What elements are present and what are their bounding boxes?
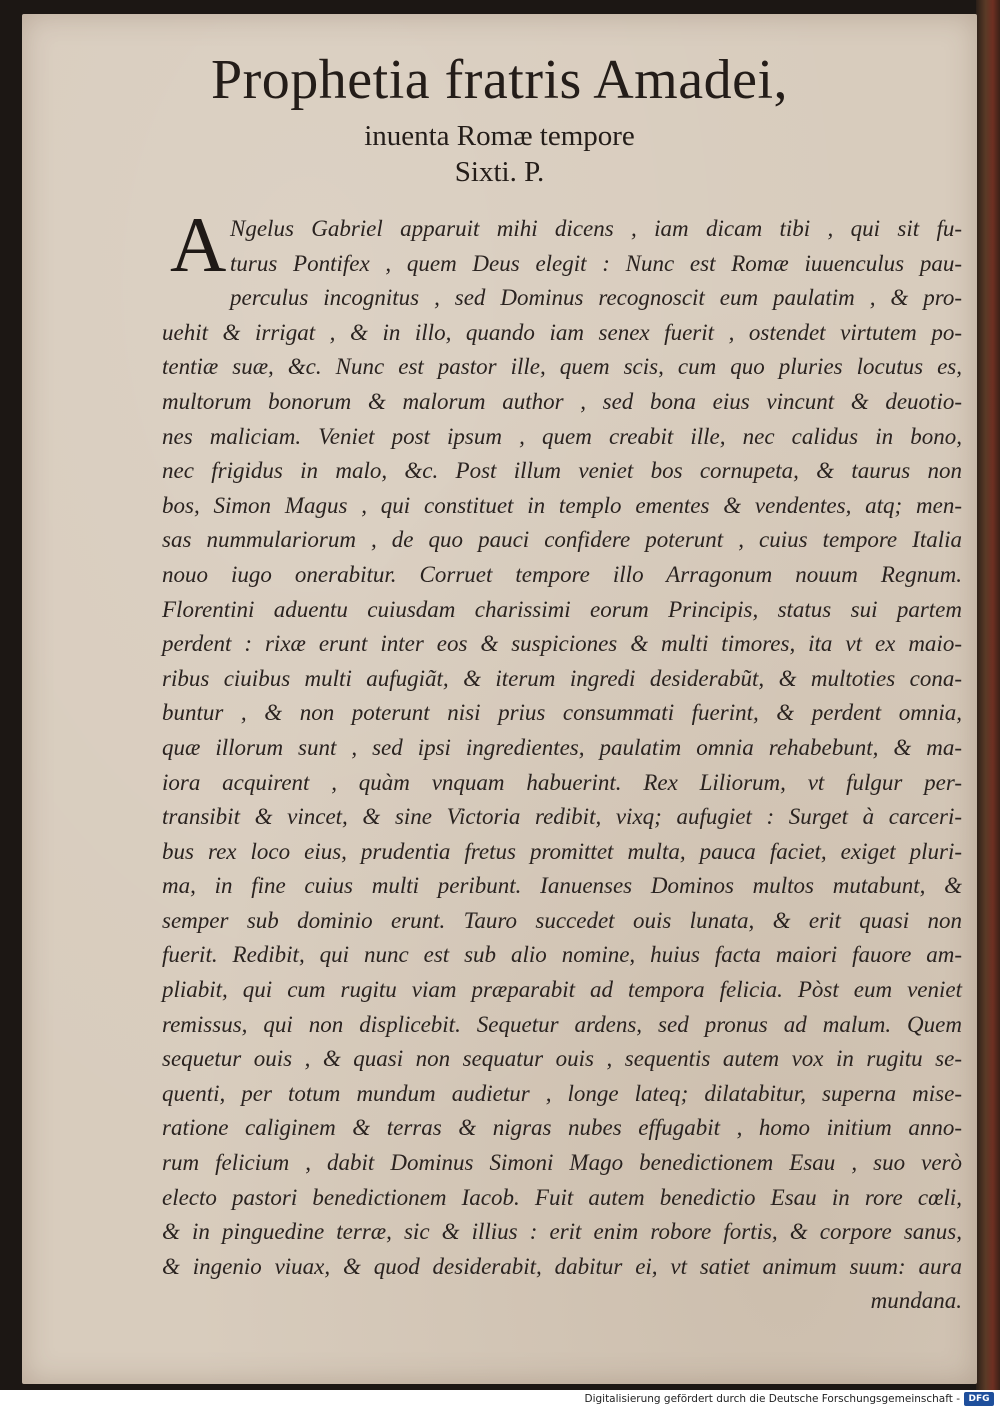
text-line: perdent : rixæ erunt inter eos & suspiciones & multi timores, ita vt ex maio-	[162, 631, 962, 657]
text-line: perculus incognitus , sed Dominus recognoscit eum paulatim , & pro-	[230, 285, 962, 311]
text-line: uehit & irrigat , & in illo, quando iam senex fuerit , ostendet virtutem po-	[162, 319, 962, 345]
text-line: mundana.	[870, 1288, 962, 1314]
drop-cap-initial: A	[170, 201, 227, 288]
book-spine-edge	[976, 0, 1000, 1390]
text-line: buntur , & non poterunt nisi prius consummati fuerint, & perdent omnia,	[162, 700, 962, 726]
text-line: bos, Simon Magus , qui constituet in templo ementes & vendentes, atq; men-	[162, 492, 962, 518]
text-line: sequetur ouis , & quasi non sequatur ouis , sequentis autem vox in rugitu se-	[162, 1046, 962, 1072]
text-line: quæ illorum sunt , sed ipsi ingredientes, paulatim omnia rehabebunt, & ma-	[162, 734, 962, 760]
text-line: ratione caliginem & terras & nigras nubes effugabit , homo initium anno-	[162, 1115, 962, 1141]
text-line: & ingenio viuax, & quod desiderabit, dabitur ei, vt satiet animum suum: aura	[162, 1253, 962, 1279]
text-line: fuerit. Redibit, qui nunc est sub alio nomine, huius facta maiori fauore am-	[162, 942, 962, 968]
text-line: rum felicium , dabit Dominus Simoni Mago benedictionem Esau , suo verò	[162, 1150, 962, 1176]
text-line: & in pinguedine terræ, sic & illius : erit enim robore fortis, & corpore sanus,	[162, 1219, 962, 1245]
text-line: ma, in fine cuius multi peribunt. Ianuenses Dominos multos mutabunt, &	[162, 873, 962, 899]
page-title: Prophetia fratris Amadei,	[210, 49, 788, 111]
dfg-logo: DFG	[964, 1392, 994, 1406]
page-subtitle-2: Sixti. P.	[454, 156, 545, 188]
page-subtitle: inuenta Romæ tempore	[364, 120, 635, 152]
document-page	[22, 14, 977, 1384]
text-line: iora acquirent , quàm vnquam habuerint. Rex Liliorum, vt fulgur per-	[162, 769, 962, 795]
text-line: nes maliciam. Veniet post ipsum , quem creabit ille, nec calidus in bono,	[162, 423, 962, 449]
body-text	[162, 212, 962, 1319]
digitization-credit: Digitalisierung gefördert durch die Deutsche Forschungsgemeinschaft -	[584, 1393, 960, 1405]
text-line: sas nummulariorum , de quo pauci confidere poterunt , cuius tempore Italia	[162, 527, 962, 553]
text-line: electo pastori benedictionem Iacob. Fuit autem benedictio Esau in rore cœli,	[162, 1184, 962, 1210]
text-line: semper sub dominio erunt. Tauro succedet ouis lunata, & erit quasi non	[162, 907, 962, 933]
text-line: tentiæ suæ, &c. Nunc est pastor ille, quem scis, cum quo pluries locutus es,	[162, 354, 962, 380]
text-line: turus Pontifex , quem Deus elegit : Nunc est Romæ iuuenculus pau-	[230, 250, 962, 276]
text-line: remissus, qui non displicebit. Sequetur ardens, sed pronus ad malum. Quem	[162, 1011, 962, 1037]
text-line: nouo iugo onerabitur. Corruet tempore illo Arragonum nouum Regnum.	[162, 561, 962, 587]
text-line: pliabit, qui cum rugitu viam præparabit ad tempora felicia. Pòst eum veniet	[162, 977, 962, 1003]
text-line: Florentini aduentu cuiusdam charissimi eorum Principis, status sui partem	[162, 596, 962, 622]
text-line: ribus ciuibus multi aufugiãt, & iterum ingredi desiderabũt, & multoties cona-	[162, 665, 962, 691]
text-line: nec frigidus in malo, &c. Post illum veniet bos cornupeta, & taurus non	[162, 458, 962, 484]
text-line: multorum bonorum & malorum author , sed bona eius vincunt & deuotio-	[162, 388, 962, 414]
text-line: transibit & vincet, & sine Victoria redibit, vixq; aufugiet : Surget à carceri-	[162, 804, 962, 830]
text-line: quenti, per totum mundum audietur , longe lateq; dilatabitur, superna mise-	[162, 1080, 962, 1106]
text-line: Ngelus Gabriel apparuit mihi dicens , iam dicam tibi , qui sit fu-	[230, 216, 962, 241]
text-line: bus rex loco eius, prudentia fretus promittet multa, pauca faciet, exiget pluri-	[162, 838, 962, 864]
